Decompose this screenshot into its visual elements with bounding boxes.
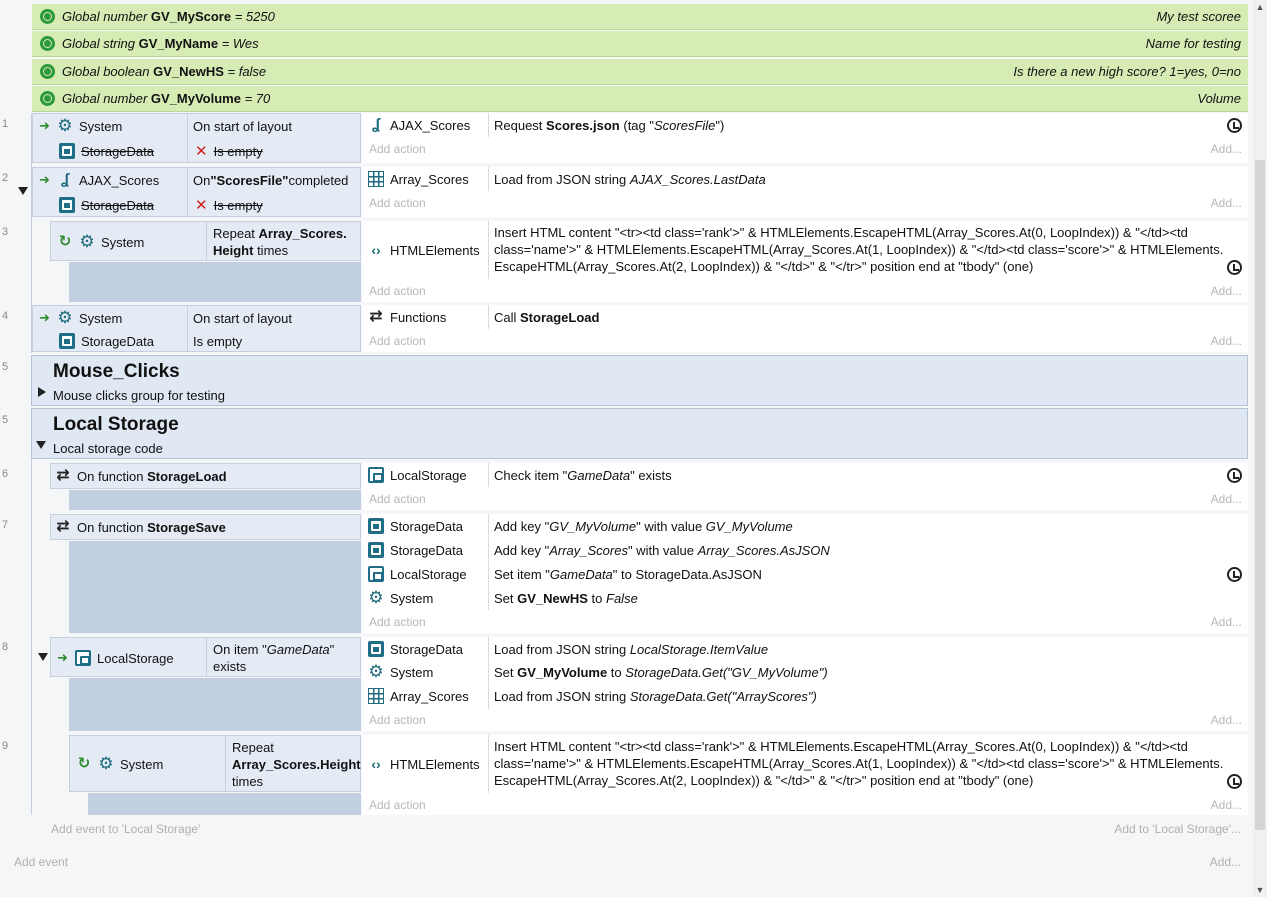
- add-to-group-link[interactable]: Add to 'Local Storage'...: [1114, 822, 1241, 836]
- action-text: Load from JSON string StorageData.Get("ArrayScores"): [494, 688, 817, 704]
- group-description: Local storage code: [53, 441, 163, 456]
- event-number: 9: [2, 740, 9, 752]
- event-body-fill: [69, 678, 361, 731]
- storage-data-icon: [368, 518, 384, 534]
- ajax-icon: ʆ: [371, 116, 381, 133]
- loop-icon: ↻: [77, 755, 91, 772]
- group-local-storage[interactable]: [31, 408, 1248, 459]
- storage-data-icon: [59, 197, 75, 213]
- refresh-icon: [1227, 260, 1242, 275]
- loop-icon: ↻: [58, 233, 72, 250]
- invert-x-icon: ✕: [195, 197, 208, 214]
- gear-icon: ⚙: [368, 588, 384, 607]
- refresh-icon: [1227, 774, 1242, 789]
- event-conditions[interactable]: [69, 735, 361, 792]
- gear-icon: ⚙: [98, 754, 114, 773]
- action-text: Load from JSON string LocalStorage.ItemValue: [494, 641, 769, 657]
- action-row[interactable]: [362, 586, 1248, 610]
- action-object: LocalStorage: [390, 566, 467, 582]
- action-row[interactable]: [362, 463, 1248, 487]
- variable-comment: Is there a new high score? 1=yes, 0=no: [1013, 64, 1241, 79]
- group-mouse-clicks[interactable]: [31, 355, 1248, 406]
- storage-data-icon: [59, 333, 75, 349]
- variable-declaration: Global number GV_MyVolume = 70: [62, 91, 271, 106]
- add-action-row[interactable]: Add action Add...: [369, 798, 1242, 812]
- scroll-down-icon[interactable]: ▼: [1255, 885, 1265, 895]
- event-number: 4: [2, 310, 9, 322]
- globe-icon: [40, 36, 55, 51]
- condition-text[interactable]: On start of layout: [193, 310, 292, 326]
- action-row[interactable]: [362, 221, 1248, 281]
- action-text: Add key "GV_MyVolume" with value GV_MyVolume: [494, 518, 793, 534]
- action-row[interactable]: [362, 514, 1248, 538]
- group-description: Mouse clicks group for testing: [53, 388, 225, 403]
- trigger-arrow-icon: ➜: [57, 650, 68, 665]
- trigger-arrow-icon: ➜: [39, 172, 50, 187]
- action-object: Functions: [390, 309, 447, 325]
- condition-row[interactable]: [55, 464, 227, 488]
- event-conditions[interactable]: [50, 514, 361, 540]
- condition-row[interactable]: [59, 139, 154, 163]
- action-object: Array_Scores: [390, 171, 469, 187]
- global-variable-row[interactable]: [32, 86, 1248, 112]
- gear-icon: ⚙: [368, 662, 384, 681]
- functions-icon: ⇄: [56, 518, 70, 535]
- variable-comment: My test scoree: [1156, 9, 1241, 24]
- action-text: Check item "GameData" exists: [494, 467, 672, 483]
- condition-object: System: [79, 118, 123, 134]
- condition-row[interactable]: [195, 139, 263, 163]
- action-row[interactable]: [362, 305, 1248, 329]
- action-text: Set item "GameData" to StorageData.AsJSON: [494, 566, 762, 582]
- condition-text: On function StorageLoad: [77, 468, 227, 484]
- condition-text[interactable]: Repeat Array_Scores.Height times: [232, 740, 361, 789]
- action-object: System: [390, 664, 434, 680]
- condition-row[interactable]: [55, 515, 226, 539]
- action-text: Insert HTML content "<tr><td class='rank'>" & HTMLElements.EscapeHTML(Array_Scores.At(0, LoopIndex)) & "</td><td class='name'>" & HTMLElements.EscapeHTML(Array_Scores.At(1, LoopIndex)) & "</td><td class='score'>" & HTMLElements. EscapeHTML(Array_Scores.At(2, LoopIndex)) & "</td>" & "</tr>" position end at "tbody" (one): [494, 225, 1224, 274]
- action-object: StorageData: [390, 542, 463, 558]
- condition-object: StorageData: [81, 143, 154, 159]
- gear-icon: ⚙: [57, 116, 73, 135]
- add-action-row[interactable]: Add action Add...: [369, 142, 1242, 156]
- trigger-arrow-icon: ➜: [39, 118, 50, 133]
- add-action-row[interactable]: Add action Add...: [369, 334, 1242, 348]
- add-action-row[interactable]: Add action Add...: [369, 492, 1242, 506]
- event-number: 5: [2, 361, 9, 373]
- action-row[interactable]: [362, 637, 1248, 661]
- action-row[interactable]: [362, 113, 1248, 137]
- action-row[interactable]: [362, 684, 1248, 708]
- condition-object: System: [101, 234, 145, 250]
- condition-row[interactable]: [57, 230, 144, 254]
- vertical-scrollbar[interactable]: [1253, 0, 1267, 897]
- condition-text[interactable]: Is empty: [193, 333, 243, 349]
- event-number: 8: [2, 641, 9, 653]
- action-object: System: [390, 590, 434, 606]
- collapse-toggle-icon[interactable]: [38, 653, 48, 661]
- refresh-icon: [1227, 567, 1242, 582]
- refresh-icon: [1227, 118, 1242, 133]
- array-icon: [368, 171, 384, 187]
- condition-object: System: [120, 756, 164, 772]
- event-number: 2: [2, 172, 9, 184]
- event-conditions[interactable]: [50, 463, 361, 489]
- variable-declaration: Global string GV_MyName = Wes: [62, 36, 259, 51]
- condition-row[interactable]: [195, 193, 263, 217]
- gear-icon: ⚙: [57, 308, 73, 327]
- global-variable-row[interactable]: [32, 4, 1248, 30]
- html-code-icon: ‹›: [371, 756, 381, 772]
- variable-comment: Name for testing: [1145, 36, 1241, 51]
- event-body-fill: [88, 793, 361, 815]
- action-row[interactable]: [362, 167, 1248, 191]
- event-conditions[interactable]: [32, 167, 361, 217]
- group-title: Mouse_Clicks: [53, 361, 180, 382]
- condition-text[interactable]: On "ScoresFile" completed: [193, 172, 349, 188]
- global-variable-row[interactable]: [32, 31, 1248, 57]
- variable-declaration: Global number GV_MyScore = 5250: [62, 9, 275, 24]
- action-object: HTMLElements: [390, 756, 480, 772]
- event-body-fill: [69, 262, 361, 302]
- add-event-to-group-link[interactable]: Add event to 'Local Storage': [51, 822, 201, 836]
- globe-icon: [40, 91, 55, 106]
- event-conditions[interactable]: [50, 221, 361, 261]
- action-text: Insert HTML content "<tr><td class='rank'>" & HTMLElements.EscapeHTML(Array_Scores.At(0, LoopIndex)) & "</td><td class='name'>" & HTMLElements.EscapeHTML(Array_Scores.At(1, LoopIndex)) & "</td><td class='score'>" & HTMLElements. EscapeHTML(Array_Scores.At(2, LoopIndex)) & "</td>" & "</tr>" position end at "tbody" (one): [494, 739, 1224, 788]
- event-body-fill: [69, 490, 361, 510]
- scroll-up-icon[interactable]: ▲: [1255, 2, 1265, 12]
- action-text: Add key "Array_Scores" with value Array_Scores.AsJSON: [494, 542, 830, 558]
- action-object: StorageData: [390, 641, 463, 657]
- action-text: Call StorageLoad: [494, 309, 600, 325]
- event-number: 7: [2, 519, 9, 531]
- event-conditions[interactable]: [32, 113, 361, 163]
- collapse-toggle-icon[interactable]: [36, 441, 46, 449]
- variable-comment: Volume: [1197, 91, 1241, 106]
- event-conditions[interactable]: [50, 637, 361, 677]
- add-link[interactable]: Add...: [1209, 855, 1241, 869]
- storage-data-icon: [368, 641, 384, 657]
- gear-icon: ⚙: [79, 232, 95, 251]
- action-object: StorageData: [390, 518, 463, 534]
- variable-declaration: Global boolean GV_NewHS = false: [62, 64, 267, 79]
- condition-row[interactable]: [76, 752, 163, 776]
- global-variable-row[interactable]: [32, 59, 1248, 85]
- add-action-row[interactable]: Add action Add...: [369, 713, 1242, 727]
- ajax-icon: ʆ: [60, 171, 70, 188]
- event-number: 1: [2, 118, 9, 130]
- event-number: 3: [2, 226, 9, 238]
- local-storage-icon: [75, 650, 91, 666]
- invert-x-icon: ✕: [195, 143, 208, 160]
- action-text: Set GV_MyVolume to StorageData.Get("GV_MyVolume"): [494, 664, 828, 680]
- condition-text[interactable]: Repeat Array_Scores. Height times: [213, 226, 347, 258]
- condition-row[interactable]: [57, 646, 174, 670]
- condition-text: On function StorageSave: [77, 519, 226, 535]
- functions-icon: ⇄: [369, 308, 383, 325]
- action-row[interactable]: [362, 660, 1248, 684]
- action-text: Load from JSON string AJAX_Scores.LastData: [494, 171, 766, 187]
- event-number: 6: [2, 468, 9, 480]
- expand-toggle-icon[interactable]: [38, 387, 46, 397]
- condition-row[interactable]: [39, 168, 159, 192]
- action-text: Request Scores.json (tag "ScoresFile"): [494, 117, 725, 133]
- condition-text: Is empty: [213, 197, 263, 213]
- collapse-toggle-icon[interactable]: [18, 187, 28, 195]
- action-object: AJAX_Scores: [390, 117, 471, 133]
- globe-icon: [40, 9, 55, 24]
- condition-row[interactable]: [59, 193, 154, 217]
- action-row[interactable]: [362, 562, 1248, 586]
- condition-object: System: [79, 310, 123, 326]
- root-bracket: [31, 113, 32, 353]
- storage-data-icon: [368, 542, 384, 558]
- condition-object: AJAX_Scores: [79, 172, 160, 188]
- add-action-row[interactable]: Add action Add...: [369, 284, 1242, 298]
- action-object: Array_Scores: [390, 688, 469, 704]
- functions-icon: ⇄: [56, 467, 70, 484]
- local-storage-icon: [368, 467, 384, 483]
- condition-row[interactable]: [39, 306, 122, 330]
- refresh-icon: [1227, 468, 1242, 483]
- condition-text[interactable]: On item "GameData" exists: [213, 642, 335, 674]
- condition-object: LocalStorage: [97, 650, 174, 666]
- action-row[interactable]: [362, 538, 1248, 562]
- group-bracket: [31, 459, 32, 815]
- action-object: HTMLElements: [390, 242, 480, 258]
- add-event-link[interactable]: Add event: [14, 855, 69, 869]
- globe-icon: [40, 64, 55, 79]
- condition-text: Is empty: [213, 143, 263, 159]
- condition-row[interactable]: [59, 329, 154, 353]
- event-body-fill: [69, 541, 361, 633]
- group-title: Local Storage: [53, 414, 179, 435]
- action-row[interactable]: [362, 735, 1248, 795]
- add-action-row[interactable]: Add action Add...: [369, 196, 1242, 210]
- action-text: Set GV_NewHS to False: [494, 590, 638, 606]
- storage-data-icon: [59, 143, 75, 159]
- condition-object: StorageData: [81, 197, 154, 213]
- trigger-arrow-icon: ➜: [39, 310, 50, 325]
- condition-object: StorageData: [81, 333, 154, 349]
- html-code-icon: ‹›: [371, 242, 381, 258]
- event-conditions[interactable]: [32, 305, 361, 352]
- action-object: LocalStorage: [390, 467, 467, 483]
- scrollbar-thumb[interactable]: [1255, 160, 1265, 830]
- condition-text[interactable]: On start of layout: [193, 118, 292, 134]
- local-storage-icon: [368, 566, 384, 582]
- event-number: 5: [2, 414, 9, 426]
- add-action-row[interactable]: Add action Add...: [369, 615, 1242, 629]
- condition-row[interactable]: [39, 114, 122, 138]
- array-icon: [368, 688, 384, 704]
